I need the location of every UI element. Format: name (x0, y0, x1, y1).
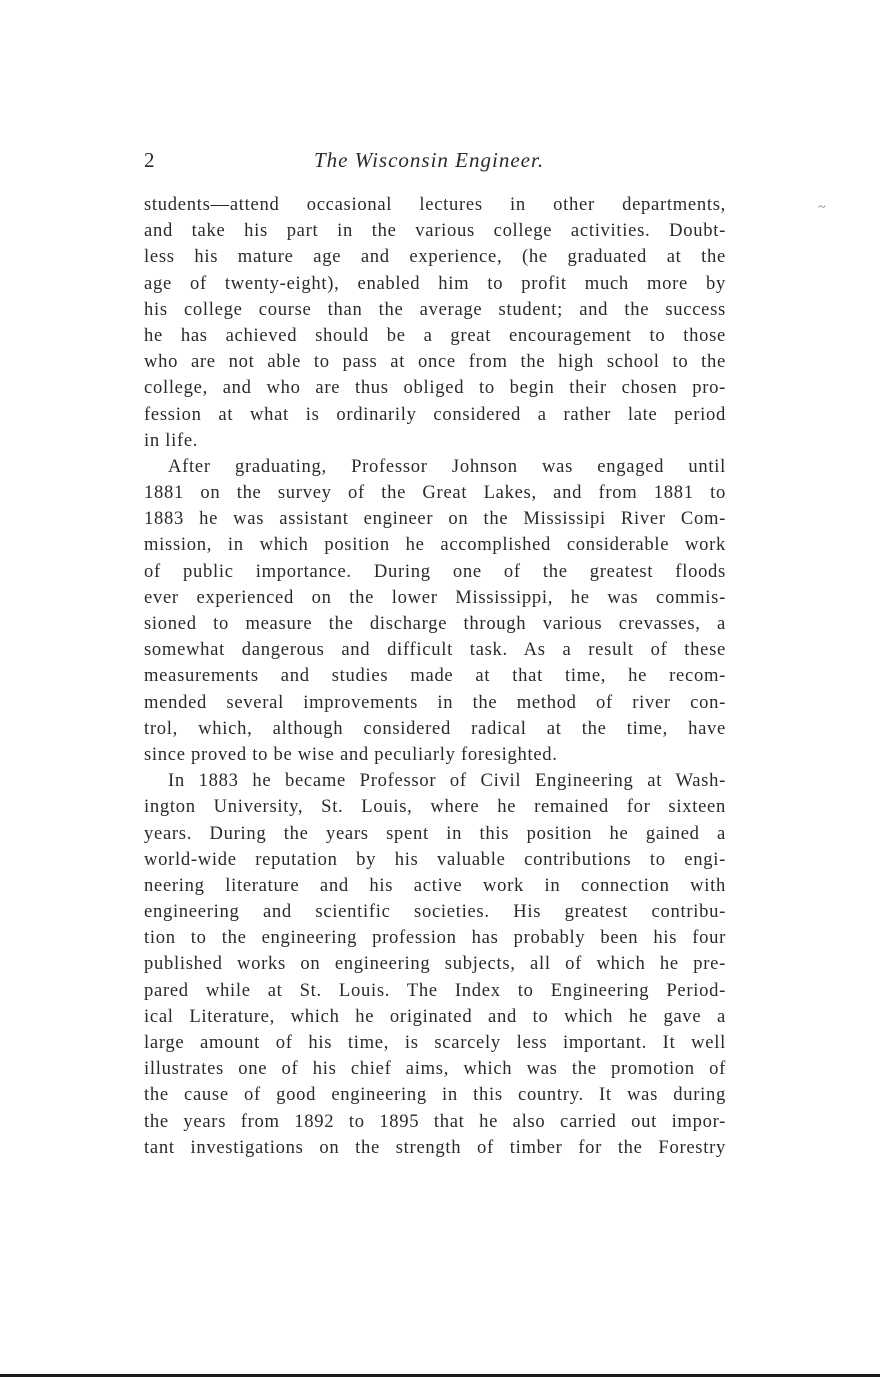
text-line: students—attend occasional lectures in other departments, (144, 194, 726, 215)
text-line: ington University, St. Louis, where he remained for sixteen (144, 796, 726, 818)
text-line: ever experienced on the lower Mississippi, he was commis- (144, 586, 726, 608)
text-line: mission, in which position he accomplished considerable work (144, 534, 726, 556)
page-number: 2 (144, 148, 156, 172)
text-line: pared while at St. Louis. The Index to Engineering Period- (144, 979, 726, 1001)
text-line: large amount of his time, is scarcely less important. It well (144, 1032, 726, 1053)
text-line: of public importance. During one of the greatest floods (144, 560, 726, 582)
text-line: he has achieved should be a great encouragement to those (144, 324, 726, 346)
text-line: ical Literature, which he originated and to which he gave a (144, 1005, 726, 1027)
text-line: his college course than the average student; and the success (144, 298, 726, 320)
text-line: in life. (144, 429, 199, 451)
scan-edge-rule (0, 1374, 880, 1377)
body-text (144, 192, 726, 1161)
text-line: less his mature age and experience, (he graduated at the (144, 246, 726, 268)
text-line: published works on engineering subjects, all of which he pre- (144, 953, 726, 975)
text-line: After graduating, Professor Johnson was engaged until (168, 455, 726, 477)
text-line: fession at what is ordinarily considered a rather late period (144, 403, 726, 425)
text-line: sioned to measure the discharge through various crevasses, a (144, 613, 726, 634)
text-line: tion to the engineering profession has probably been his four (144, 927, 726, 949)
text-line: 1881 on the survey of the Great Lakes, and from 1881 to (144, 482, 726, 504)
text-line: the years from 1892 to 1895 that he also carried out impor- (144, 1110, 726, 1132)
text-line: and take his part in the various college activities. Doubt- (144, 220, 726, 242)
text-line: college, and who are thus obliged to begin their chosen pro- (144, 377, 726, 399)
text-line: the cause of good engineering in this country. It was during (144, 1084, 726, 1106)
journal-title: The Wisconsin Engineer. (314, 148, 545, 172)
text-line: illustrates one of his chief aims, which was the promotion of (144, 1058, 726, 1080)
text-line: trol, which, although considered radical at the time, have (144, 717, 726, 739)
text-line: tant investigations on the strength of timber for the Forestry (144, 1136, 726, 1158)
text-line: years. During the years spent in this position he gained a (144, 822, 726, 844)
text-line: who are not able to pass at once from the high school to the (144, 351, 726, 373)
text-line: mended several improvements in the method of river con- (144, 691, 726, 713)
text-line: since proved to be wise and peculiarly foresighted. (144, 743, 558, 765)
text-line: In 1883 he became Professor of Civil Engineering at Wash- (168, 770, 726, 792)
text-line: engineering and scientific societies. His greatest contribu- (144, 901, 726, 923)
text-line: somewhat dangerous and difficult task. As a result of these (144, 639, 726, 661)
text-line: 1883 he was assistant engineer on the Mississipi River Com- (144, 508, 726, 530)
text-line: age of twenty-eight), enabled him to profit much more by (144, 272, 726, 294)
text-line: measurements and studies made at that time, he recom- (144, 665, 726, 687)
running-head (144, 148, 726, 176)
stray-mark: ~ (818, 200, 826, 215)
text-line: world-wide reputation by his valuable contributions to engi- (144, 848, 726, 870)
text-line: neering literature and his active work in connection with (144, 874, 726, 896)
